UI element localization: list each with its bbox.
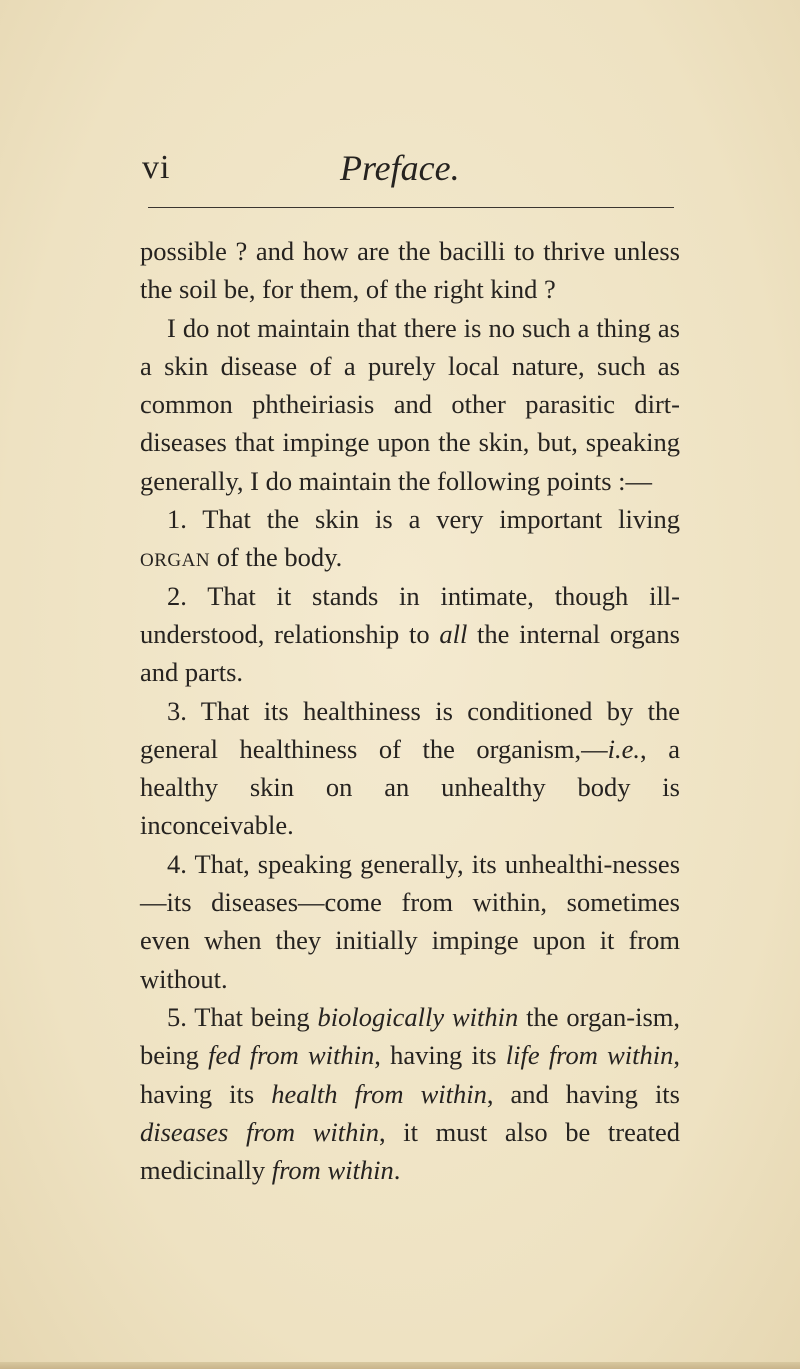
point-3 [140, 692, 680, 845]
point-text: , having its [140, 1040, 681, 1109]
point-text: , having its [374, 1040, 506, 1071]
point-2 [140, 577, 680, 692]
point-italic: i.e. [607, 733, 641, 764]
point-text: That it stands in intimate, though ill-understood, relationship to [140, 580, 680, 649]
paragraph-continuation: possible ? and how are the bacilli to thrive unless the soil be, for them, of the right kind ? [140, 236, 680, 305]
page-bottom-edge [0, 1362, 800, 1369]
point-number: 2. [167, 580, 187, 611]
point-text: , a healthy skin on an unhealthy body is inconceivable. [140, 733, 680, 841]
point-text: , and having its [486, 1078, 680, 1109]
body-text [140, 232, 680, 1189]
point-italic: life from within [505, 1040, 674, 1071]
point-text: the organ-ism, being [140, 1001, 681, 1071]
point-text: of the body. [210, 542, 343, 573]
point-number: 1. [167, 504, 187, 535]
running-head [140, 146, 680, 190]
paragraph-main: I do not maintain that there is no such a thing as a skin disease of a purely local nature, such as common phtheiriasis and other parasitic dirt-diseases that impinge upon the skin, but, speaking generally, I do maintain the following points :— [140, 312, 680, 496]
point-number: 5. [167, 1001, 187, 1032]
point-text: That, speaking generally, its unhealthi-nesses—its diseases—come from within, sometimes even when they initially impinge upon it from without. [140, 848, 681, 994]
page-number: vi [142, 149, 171, 186]
point-italic: from within [271, 1155, 394, 1186]
point-number: 4. [167, 848, 187, 879]
point-italic: biologically within [317, 1001, 519, 1032]
running-title: Preface. [340, 148, 460, 188]
point-smallcaps: organ [140, 542, 211, 573]
point-5 [140, 998, 680, 1189]
point-italic: fed from within [208, 1040, 375, 1071]
point-number: 3. [167, 695, 187, 726]
point-text: That its healthiness is conditioned by the general healthiness of the organism,— [140, 695, 680, 764]
point-text: That being [194, 1001, 318, 1032]
point-text: That the skin is a very important living [202, 504, 680, 535]
point-text: , it must also be treated medicinally [140, 1116, 680, 1186]
point-text: . [393, 1155, 401, 1186]
point-italic: all [439, 618, 468, 649]
point-italic: diseases from within [140, 1116, 379, 1147]
point-4 [140, 845, 680, 998]
header-rule [148, 207, 674, 208]
point-1 [140, 500, 680, 577]
point-italic: health from within [271, 1078, 487, 1109]
point-text: the internal organs and parts. [140, 618, 680, 688]
